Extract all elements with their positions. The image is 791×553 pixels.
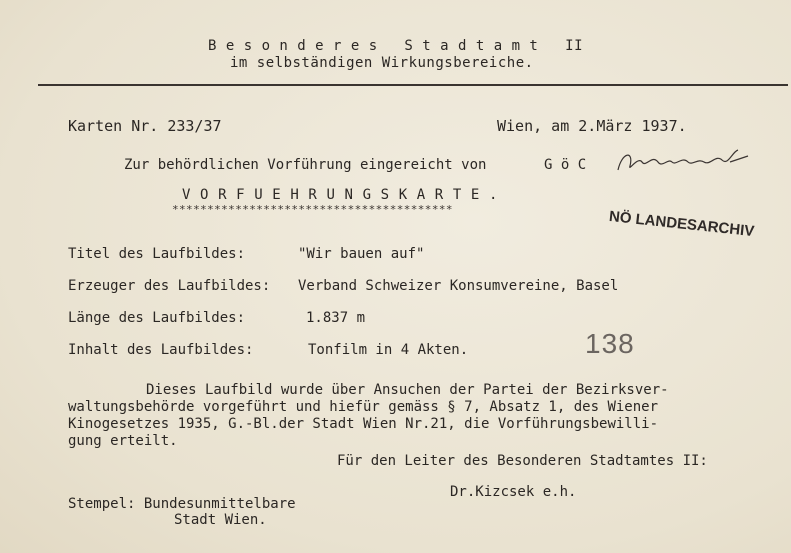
field-label-length: Länge des Laufbildes: [68,310,246,326]
handwritten-signature [612,144,752,180]
signoff-for-line: Für den Leiter des Besonderen Stadtamtes II: [337,453,708,469]
field-value-producer: Verband Schweizer Konsumvereine, Basel [298,278,619,294]
field-label-producer: Erzeuger des Laufbildes: [68,278,271,294]
stamp-note-line-1: Stempel: Bundesunmittelbare [68,496,296,512]
field-value-length: 1.837 m [306,310,366,326]
card-number: Karten Nr. 233/37 [68,117,222,135]
header-subtitle: im selbständigen Wirkungsbereiche. [230,55,534,71]
body-line-3: Kinogesetzes 1935, G.-Bl.der Stadt Wien Nr.21, die Vorführungsbewilli- [68,416,659,432]
body-line-4: gung erteilt. [68,433,178,449]
field-label-content: Inhalt des Laufbildes: [68,342,254,358]
body-line-2: waltungsbehörde vorgeführt und hiefür gemäss § 7, Absatz 1, des Wiener [68,399,659,415]
header-office: B e s o n d e r e s S t a d t a m t II [208,38,584,54]
body-line-1: Dieses Laufbild wurde über Ansuchen der Partei der Bezirksver- [146,382,669,398]
archive-number: 138 [585,328,635,359]
signer-name: Dr.Kizcsek e.h. [450,484,577,500]
field-value-content: Tonfilm in 4 Akten. [308,342,469,358]
stamp-note-line-2: Stadt Wien. [174,512,267,528]
submitter-code: G ö C [544,157,587,173]
header-divider [38,84,788,86]
card-title: V O R F U E H R U N G S K A R T E . [182,187,499,203]
field-label-title: Titel des Laufbildes: [68,246,246,262]
place-date: Wien, am 2.März 1937. [497,117,687,135]
archive-stamp: NÖ LANDESARCHIV [608,208,756,241]
submitted-line: Zur behördlichen Vorführung eingereicht von [124,157,487,173]
star-underline: **************************************** [172,203,453,216]
field-value-title: "Wir bauen auf" [298,246,425,262]
